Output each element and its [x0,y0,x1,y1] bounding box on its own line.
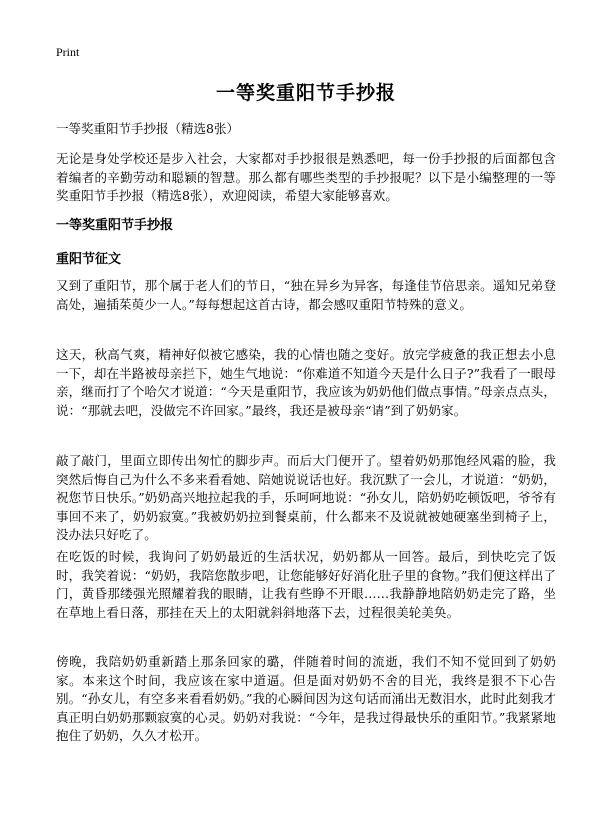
essay-paragraph-5: 傍晚，我陪奶奶重新踏上那条回家的璐，伴随着时间的流逝，我们不知不觉回到了奶奶家。本来这个时间，我应该在家中道逼。但是面对奶奶不舍的目光，我终是狠不下心告别。“孙女儿，有空多来看看奶奶。”我的心瞬间因为这句话而涌出无数泪水，此时此刻我才真正明白奶奶那颗寂寞的心灵。奶奶对我说：“今年，是我过得最快乐的重阳节。”我紧紧地抱住了奶奶，久久才松开。 [56,654,556,744]
intro-paragraph: 无论是身处学校还是步入社会，大家都对手抄报很是熟悉吧，每一份手抄报的后面都包含着编者的辛勤劳动和聪颖的智慧。那么都有哪些类型的手抄报呢？以下是小编整理的一等奖重阳节手抄报（精选8张），欢迎阅读，希望大家能够喜欢。 [56,151,556,204]
section-heading: 一等奖重阳节手抄报 [56,218,174,233]
essay-heading: 重阳节征文 [56,252,122,267]
document-subtitle: 一等奖重阳节手抄报（精选8张） [56,121,239,136]
essay-paragraph-3: 敲了敲门，里面立即传出匆忙的脚步声。而后大门便开了。望着奶奶那饱经风霜的脸，我突然后悔自己为什么不多来看看她、陪她说说话也好。我沉默了一会儿，才说道：“奶奶，祝您节日快乐。”奶奶高兴地拉起我的手，乐呵呵地说：“孙女儿，陪奶奶吃顿饭吧，爷爷有事回不来了，奶奶寂寞。”我被奶奶拉到餐桌前，什么都来不及说就被她硬塞坐到椅子上，没办法只好吃了。 [56,453,556,543]
essay-paragraph-1: 又到了重阳节，那个属于老人们的节日，“独在异乡为异客，每逢佳节倍思亲。遥知兄弟登高处，遍插茱萸少一人。”每每想起这首古诗，都会感叹重阳节特殊的意义。 [56,278,556,312]
print-link[interactable]: Print [56,45,80,59]
page-title: 一等奖重阳节手抄报 [215,82,396,104]
essay-paragraph-2: 这天，秋高气爽，精神好似被它感染，我的心情也随之变好。放完学疲惫的我正想去小息一下，却在半路被母亲拦下，她生气地说：“你难道不知道今天是什么日子?”我看了一眼母亲，继而打了个哈欠才说道：“今天是重阳节，我应该为奶奶他们做点事情。”母亲点点头，说：“那就去吧，没做完不许回家。”最终，我还是被母亲“请”到了奶奶家。 [56,347,556,418]
essay-paragraph-4: 在吃饭的时候，我询问了奶奶最近的生活状况，奶奶都从一回答。最后，到快吃完了饭时，我笑着说：“奶奶，我陪您散步吧，让您能够好好消化肚子里的食物。”我们便这样出了门，黄昏那缕强光照耀着我的眼睛，让我有些睁不开眼……我静静地陪奶奶走完了路，坐在草地上看日落，那挂在天上的太阳就斜斜地落下去，过程很美轮美奂。 [56,549,556,620]
